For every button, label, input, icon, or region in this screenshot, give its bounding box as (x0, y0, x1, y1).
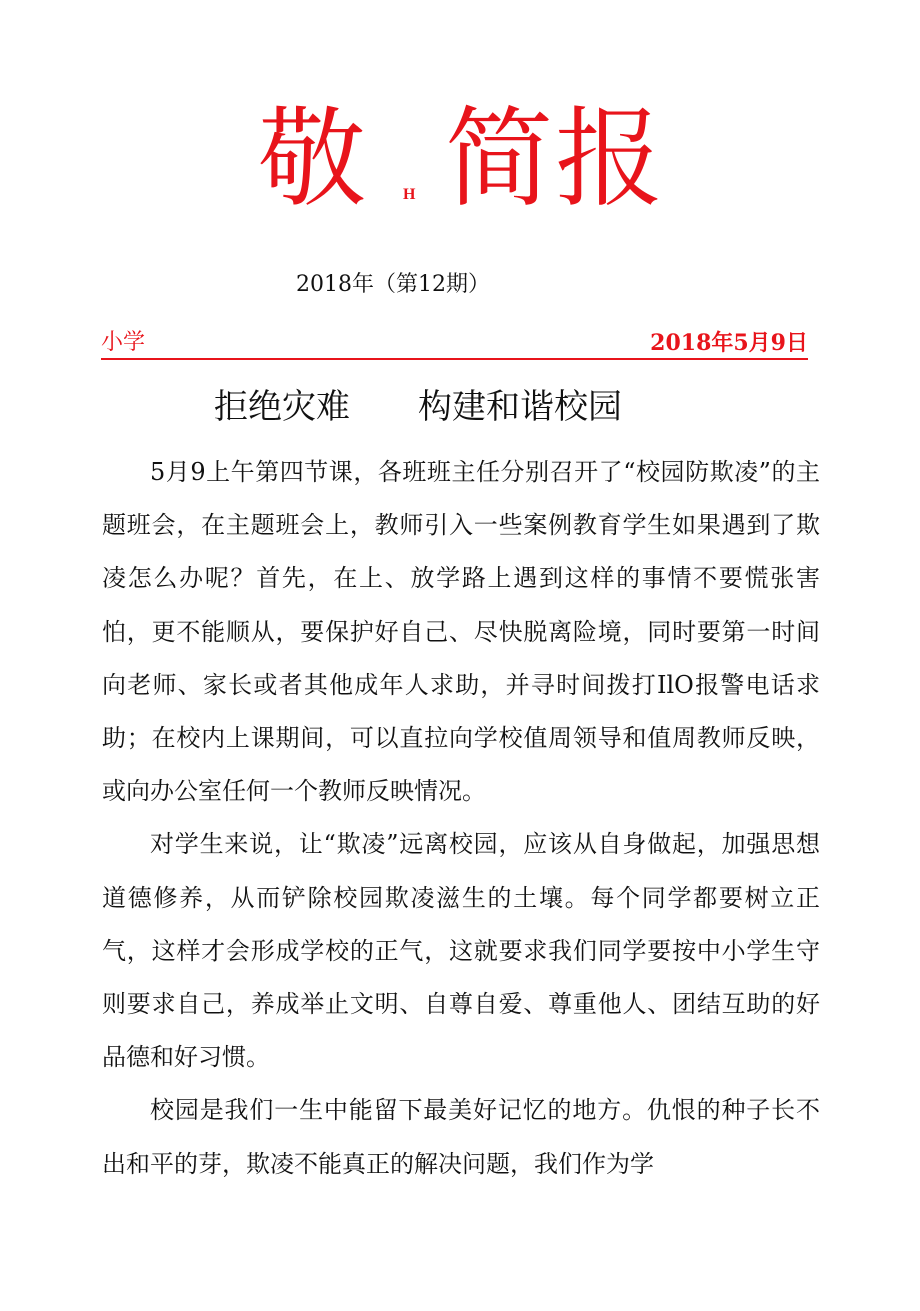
masthead-char-3: 报 (555, 97, 664, 222)
masthead-char-2: 简 (445, 97, 554, 222)
masthead-small-mark: H (403, 186, 416, 203)
article-body (102, 446, 820, 1191)
paragraph: 对学生来说，让“欺凌”远离校园，应该从自身做起，加强思想道德修养，从而铲除校园欺凌滋生的土壤。每个同学都要树立正气，这样才会形成学校的正气，这就要求我们同学要按中小学生守则要求自己，养成举止文明、自尊自爱、尊重他人、团结互助的好品德和好习惯。 (102, 830, 820, 1072)
article-headline: 拒绝灾难 构建和谐校园 (214, 387, 622, 427)
publish-date: 2018年5月9日 (650, 330, 808, 356)
paragraph: 校园是我们一生中能留下最美好记忆的地方。仇恨的种子长不出和平的芽，欺凌不能真正的解决问题，我们作为学 (102, 1096, 820, 1178)
masthead-char-1: 敬 (258, 97, 367, 222)
masthead (0, 97, 920, 230)
dateline (101, 328, 808, 360)
issue-number: 2018年（第12期） (296, 272, 490, 297)
school-label: 小学 (101, 330, 146, 355)
paragraph: 5月9上午第四节课，各班班主任分别召开了“校园防欺凌”的主题班会，在主题班会上，教师引入一些案例教育学生如果遇到了欺凌怎么办呢？首先，在上、放学路上遇到这样的事情不要慌张害怕，更不能顺从，要保护好自己、尽快脱离险境，同时要第一时间向老师、家长或者其他成年人求助，并寻时间拨打IlO报警电话求助；在校内上课期间，可以直拉向学校值周领导和值周教师反映，或向办公室任何一个教师反映情况。 (102, 458, 820, 806)
